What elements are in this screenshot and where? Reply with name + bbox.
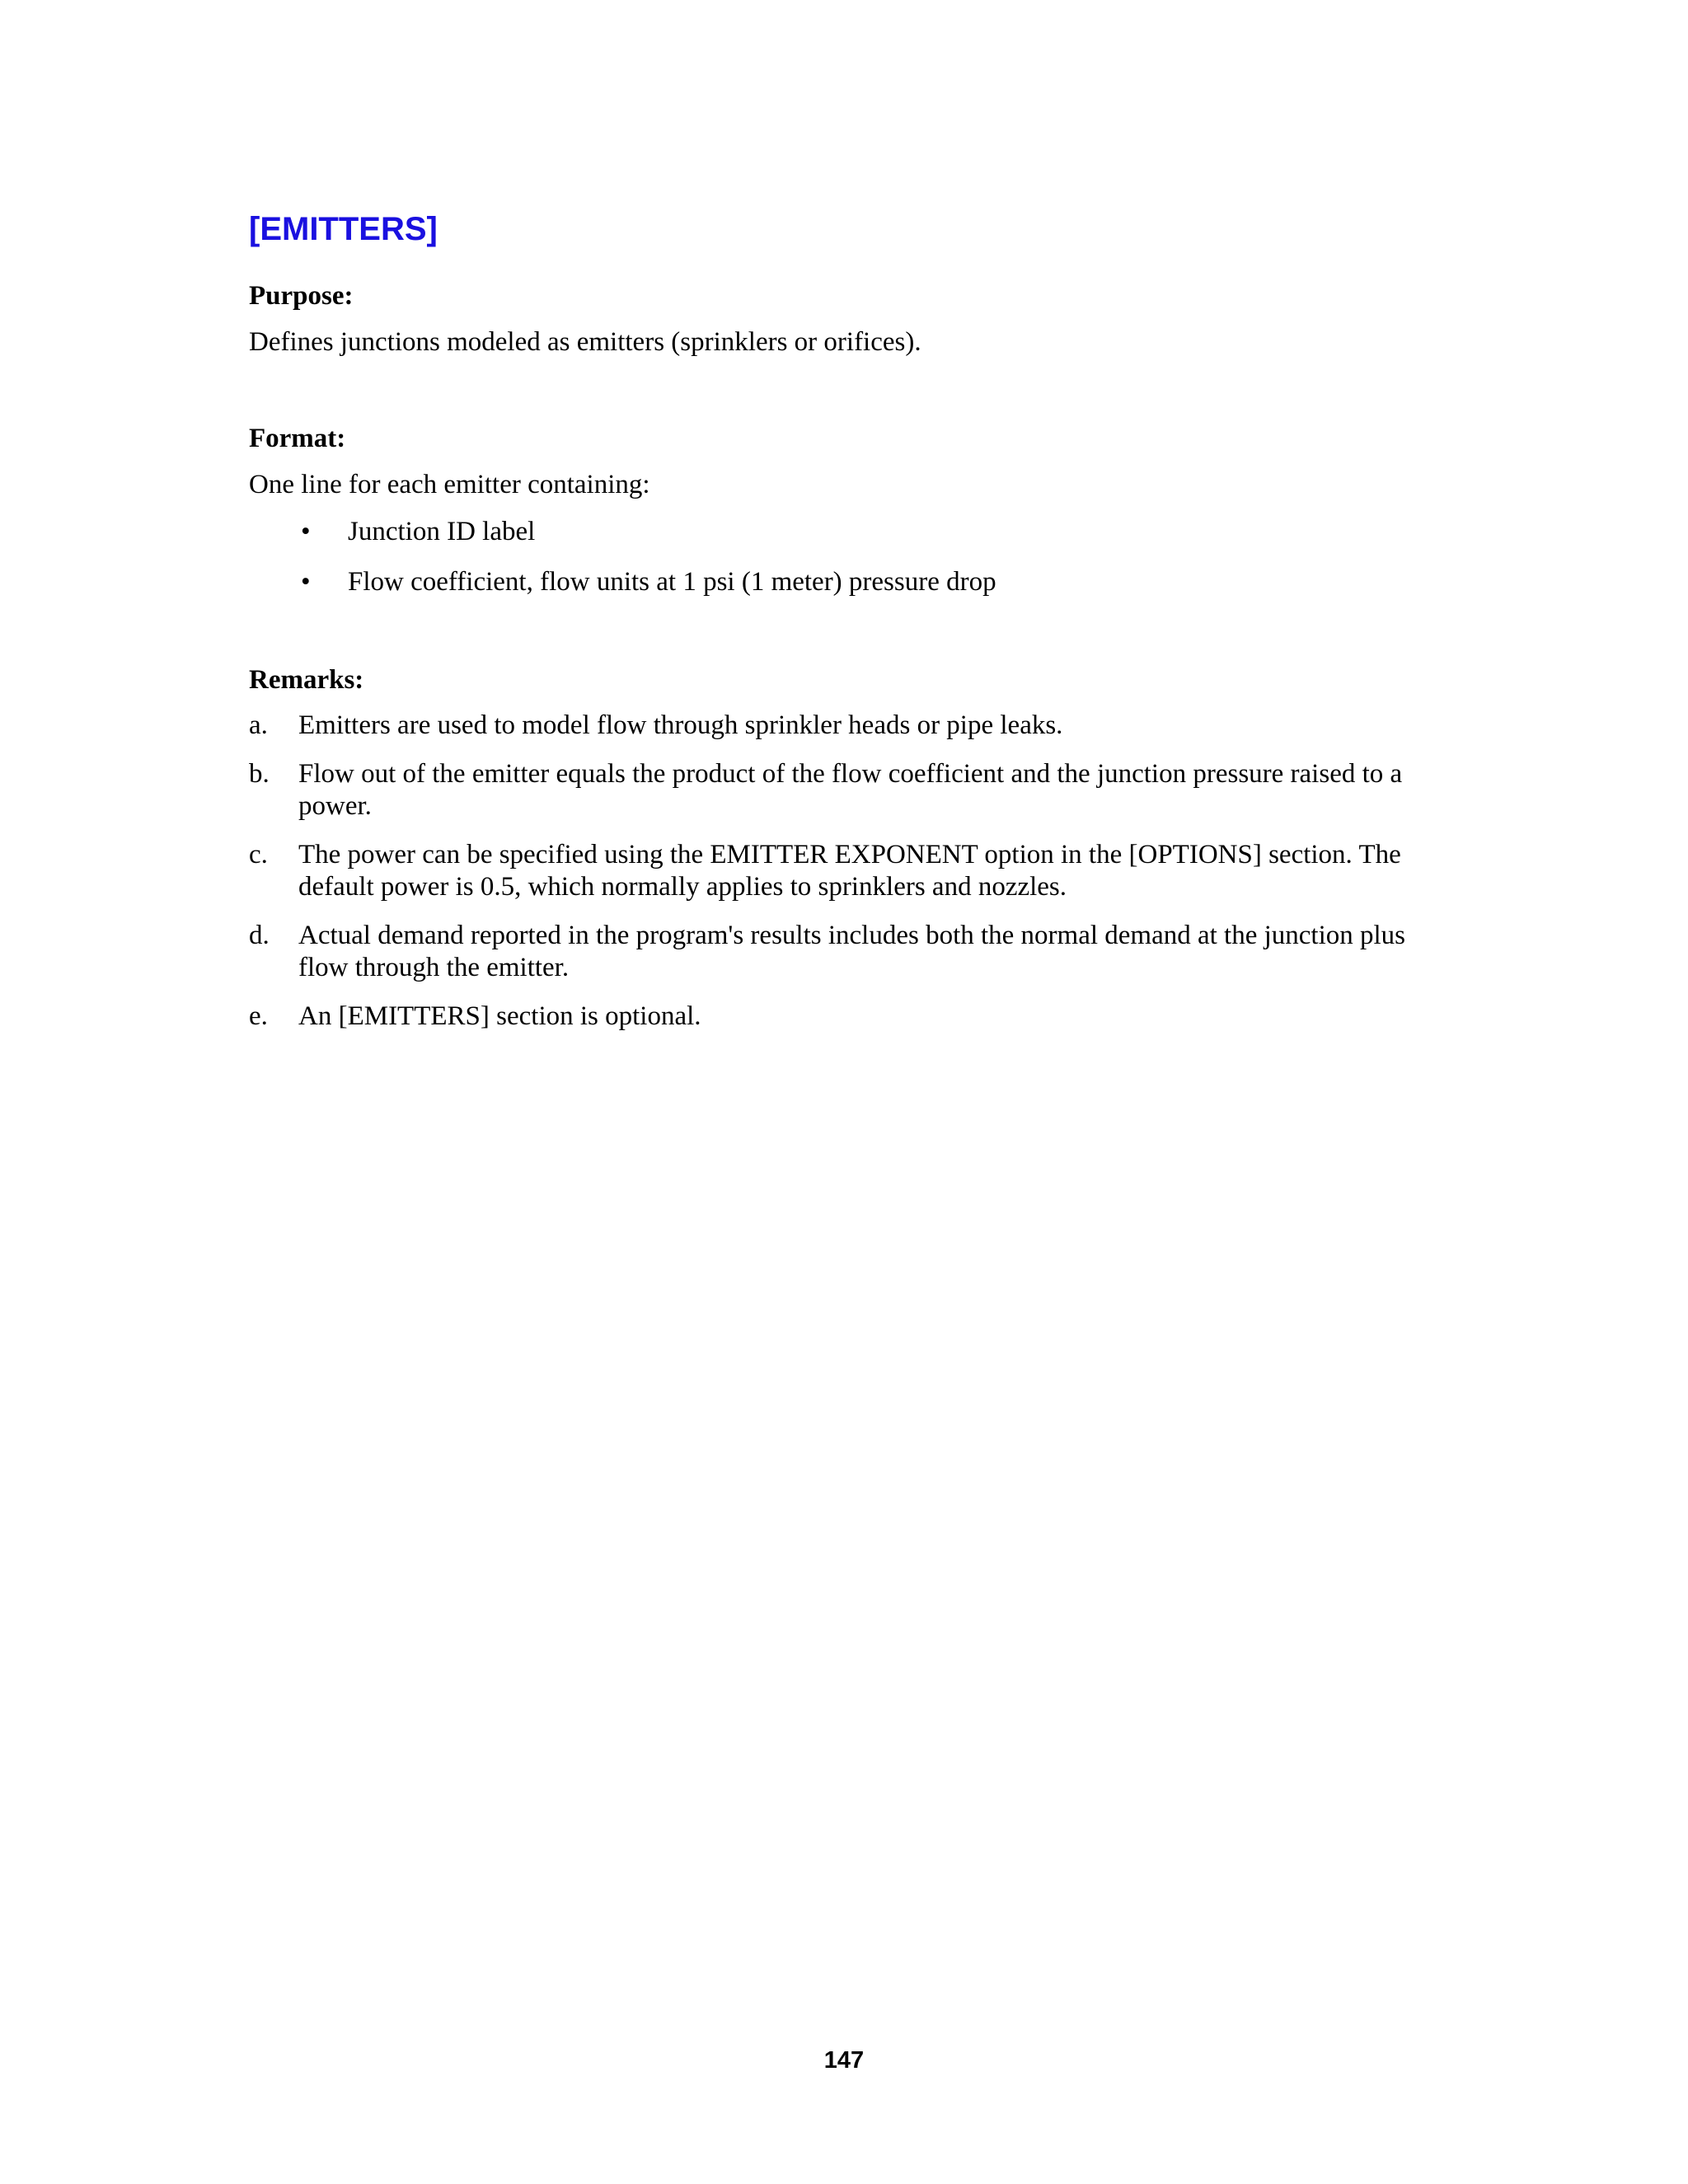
remark-marker: d. [249,920,270,950]
remark-item [249,839,1444,903]
remark-item [249,920,1444,984]
remark-text: The power can be specified using the EMITTER EXPONENT option in the [OPTIONS] section. The default power is 0.5, which normally applies to sprinklers and nozzles. [298,839,1401,902]
format-intro: One line for each emitter containing: [249,469,650,499]
page-content [249,209,1444,1049]
format-bullet-text: Junction ID label [348,517,536,547]
remarks-label: Remarks: [249,664,364,695]
remark-marker: c. [249,839,268,869]
remark-text: An [EMITTERS] section is optional. [298,1001,701,1031]
remark-text: Emitters are used to model flow through sprinkler heads or pipe leaks. [298,710,1063,741]
remark-text: Flow out of the emitter equals the product of the flow coefficient and the junction pressure raised to a power. [298,759,1403,822]
remark-marker: e. [249,1001,268,1031]
remark-item [249,758,1444,823]
format-bullet-list [249,516,1444,598]
format-bullet-item [249,566,1444,599]
remarks-list [249,710,1444,1033]
purpose-text: Defines junctions modeled as emitters (sprinklers or orifices). [249,326,921,357]
format-label: Format: [249,424,346,454]
remark-item [249,710,1444,742]
section-title: [EMITTERS] [249,211,438,247]
remark-item [249,1001,1444,1033]
remark-marker: a. [249,710,268,741]
format-bullet-text: Flow coefficient, flow units at 1 psi (1 meter) pressure drop [348,566,996,597]
remark-text: Actual demand reported in the program's results includes both the normal demand at the junction plus flow through the emitter. [298,920,1406,982]
bullet-icon: • [301,566,311,597]
format-bullet-item [249,516,1444,549]
page-number: 147 [823,2047,865,2074]
bullet-icon: • [301,517,311,547]
purpose-label: Purpose: [249,281,354,311]
remark-marker: b. [249,759,270,790]
